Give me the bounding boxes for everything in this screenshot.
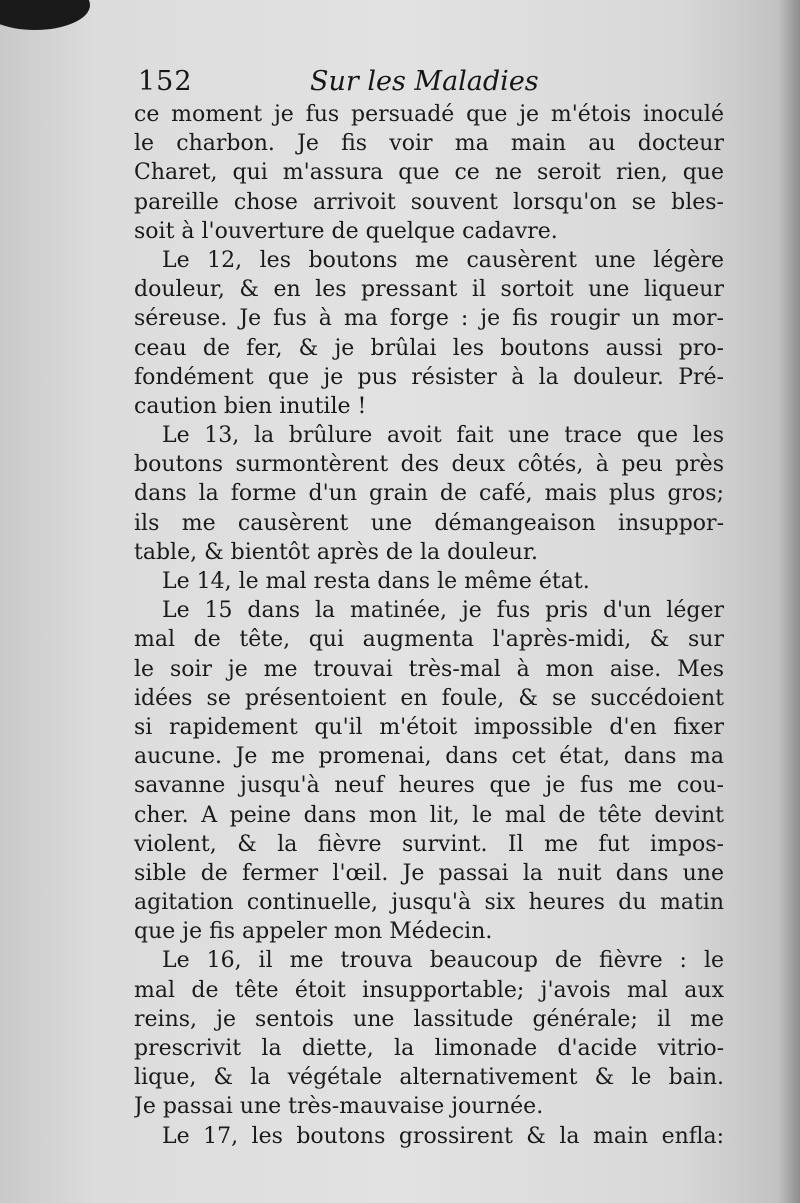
text-line: agitation continuelle, jusqu'à six heures du matin [134,890,724,916]
text-line: mal de tête, qui augmenta l'après-midi, & sur [134,627,724,653]
text-line: prescrivit la diette, la limonade d'acide vitrio- [134,1036,724,1061]
text-line: savanne jusqu'à neuf heures que je fus me cou- [134,773,724,799]
text-line: Le 12, les boutons me causèrent une légère [162,247,724,273]
text-line: Je passai une très-mauvaise journée. [134,1094,544,1120]
text-line: mal de tête étoit insupportable; j'avois mal aux [134,977,724,1003]
text-line: soit à l'ouverture de quelque cadavre. [134,218,558,244]
text-line: cher. A peine dans mon lit, le mal de tête devint [134,802,724,828]
text-line: le soir je me trouvai très-mal à mon aise. Mes [134,656,724,682]
page-edge-shadow [778,0,800,1203]
text-line: ils me causèrent une démangeaison insuppor- [134,510,724,536]
text-line: si rapidement qu'il m'étoit impossible d'en fixer [134,714,724,740]
text-line: lique, & la végétale alternativement & le bain. [134,1065,724,1091]
text-line: sible de fermer l'œil. Je passai la nuit dans une [134,860,724,886]
text-line: pareille chose arrivoit souvent lorsqu'on se bles- [134,189,724,215]
text-line: ceau de fer, & je brûlai les boutons aussi pro- [134,335,724,361]
page-number: 152 [138,66,193,97]
text-line: Le 15 dans la matinée, je fus pris d'un léger [162,598,724,624]
text-line: Charet, qui m'assura que ce ne seroit rien, que [134,160,724,186]
text-line: Le 13, la brûlure avoit fait une trace que les [162,423,724,449]
text-line: ce moment je fus persuadé que je m'étois inoculé [134,102,724,127]
text-line: Le 17, les boutons grossirent & la main enfla: [162,1123,724,1149]
text-line: que je fis appeler mon Médecin. [134,919,493,945]
text-line: caution bien inutile ! [134,393,367,419]
text-line: fondément que je pus résister à la douleur. Pré- [134,364,724,390]
text-line: douleur, & en les pressant il sortoit une liqueur [134,277,724,303]
body-text [134,100,724,1151]
text-line: reins, je sentois une lassitude générale; il me [134,1006,724,1032]
text-line: Le 16, il me trouva beaucoup de fièvre : le [162,948,724,974]
text-line: idées se présentoient en foule, & se succédoient [134,685,724,711]
text-line: boutons surmontèrent des deux côtés, à peu près [134,452,724,478]
text-line: séreuse. Je fus à ma forge : je fis rougir un mor- [134,306,724,332]
text-line: le charbon. Je fis voir ma main au docteur [134,131,724,157]
text-line: Le 14, le mal resta dans le même état. [162,569,590,594]
thumb-shadow [0,0,90,30]
text-line: dans la forme d'un grain de café, mais plus gros; [134,481,724,507]
text-line: aucune. Je me promenai, dans cet état, dans ma [134,744,724,770]
text-line: table, & bientôt après de la douleur. [134,539,538,565]
running-title: Sur les Maladies [310,66,539,97]
text-line: violent, & la fièvre survint. Il me fut impos- [134,831,724,857]
